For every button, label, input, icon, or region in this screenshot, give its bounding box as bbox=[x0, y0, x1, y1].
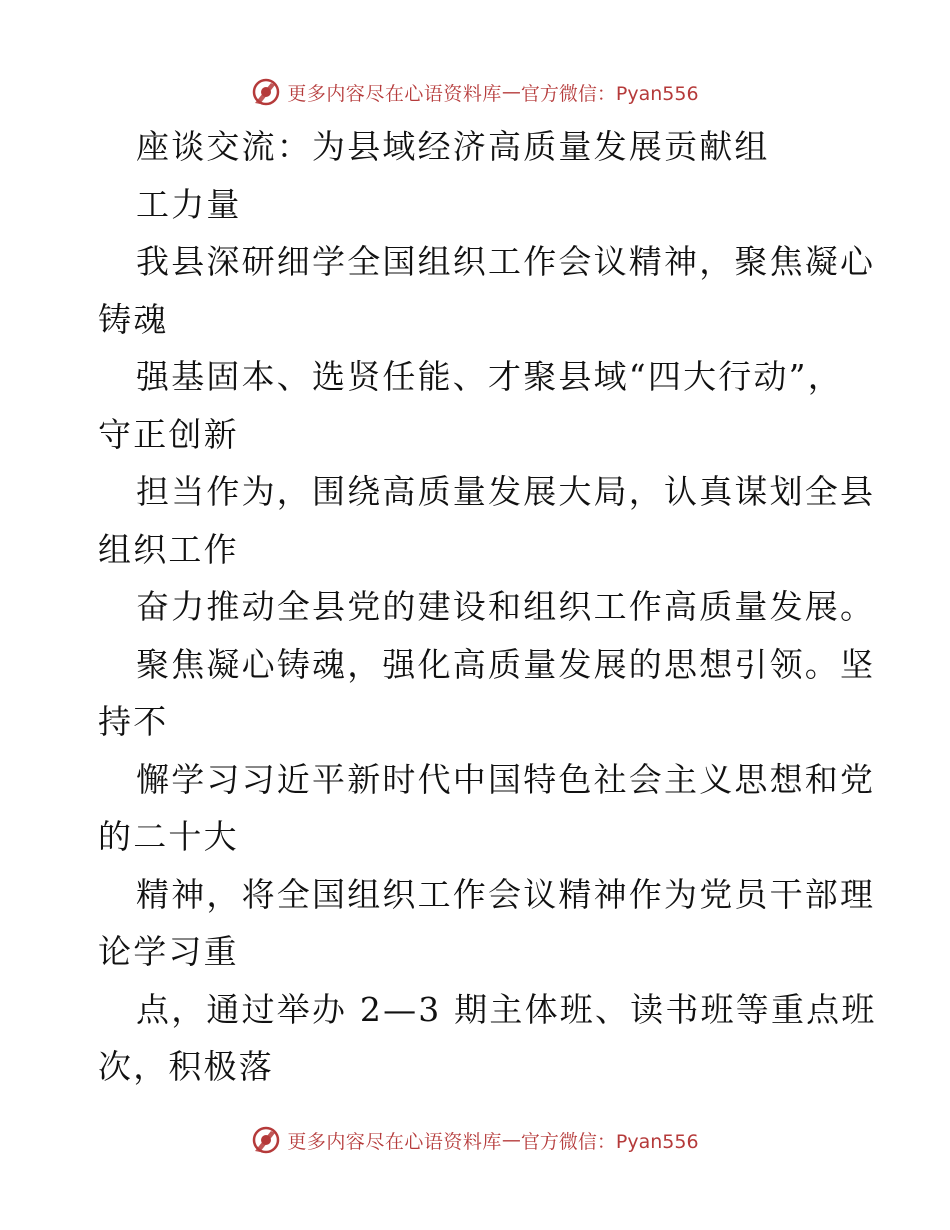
doc-line: 的二十大 bbox=[98, 817, 239, 856]
document-body bbox=[98, 118, 877, 1096]
doc-line: 担当作为，围绕高质量发展大局，认真谋划全县 bbox=[136, 472, 876, 511]
doc-line-title: 座谈交流：为县域经济高质量发展贡献组 bbox=[136, 127, 770, 166]
quill-logo-icon bbox=[251, 1125, 281, 1155]
doc-line: 论学习重 bbox=[98, 932, 239, 971]
doc-line: 聚焦凝心铸魂，强化高质量发展的思想引领。坚 bbox=[136, 644, 876, 684]
doc-line: 奋力推动全县党的建设和组织工作高质量发展。 bbox=[136, 587, 876, 626]
doc-line: 强基固本、选贤任能、才聚县域“四大行动”， bbox=[136, 357, 843, 396]
footer-wechat-text: 官方微信：Pyan556 bbox=[520, 1130, 699, 1153]
header-banner bbox=[0, 72, 950, 112]
doc-line: 组织工作 bbox=[98, 529, 239, 569]
header-separator: — bbox=[501, 81, 521, 103]
doc-line: 点，通过举办 2—3 期主体班、读书班等重点班 bbox=[136, 989, 877, 1029]
doc-line: 铸魂 bbox=[98, 299, 169, 339]
doc-line: 工力量 bbox=[136, 184, 242, 224]
quill-logo-icon bbox=[251, 77, 281, 107]
doc-line: 持不 bbox=[98, 702, 169, 741]
doc-line: 精神，将全国组织工作会议精神作为党员干部理 bbox=[136, 874, 876, 914]
header-site-text: 更多内容尽在心语资料库 bbox=[287, 82, 502, 105]
doc-line: 懈学习习近平新时代中国特色社会主义思想和党 bbox=[136, 759, 876, 799]
footer-separator: — bbox=[501, 1129, 521, 1151]
doc-line: 次，积极落 bbox=[98, 1047, 274, 1086]
doc-line: 守正创新 bbox=[98, 414, 239, 454]
header-wechat-text: 官方微信：Pyan556 bbox=[520, 82, 699, 105]
footer-banner bbox=[0, 1120, 950, 1160]
footer-site-text: 更多内容尽在心语资料库 bbox=[287, 1130, 502, 1153]
doc-line: 我县深研细学全国组织工作会议精神，聚焦凝心 bbox=[136, 242, 876, 281]
